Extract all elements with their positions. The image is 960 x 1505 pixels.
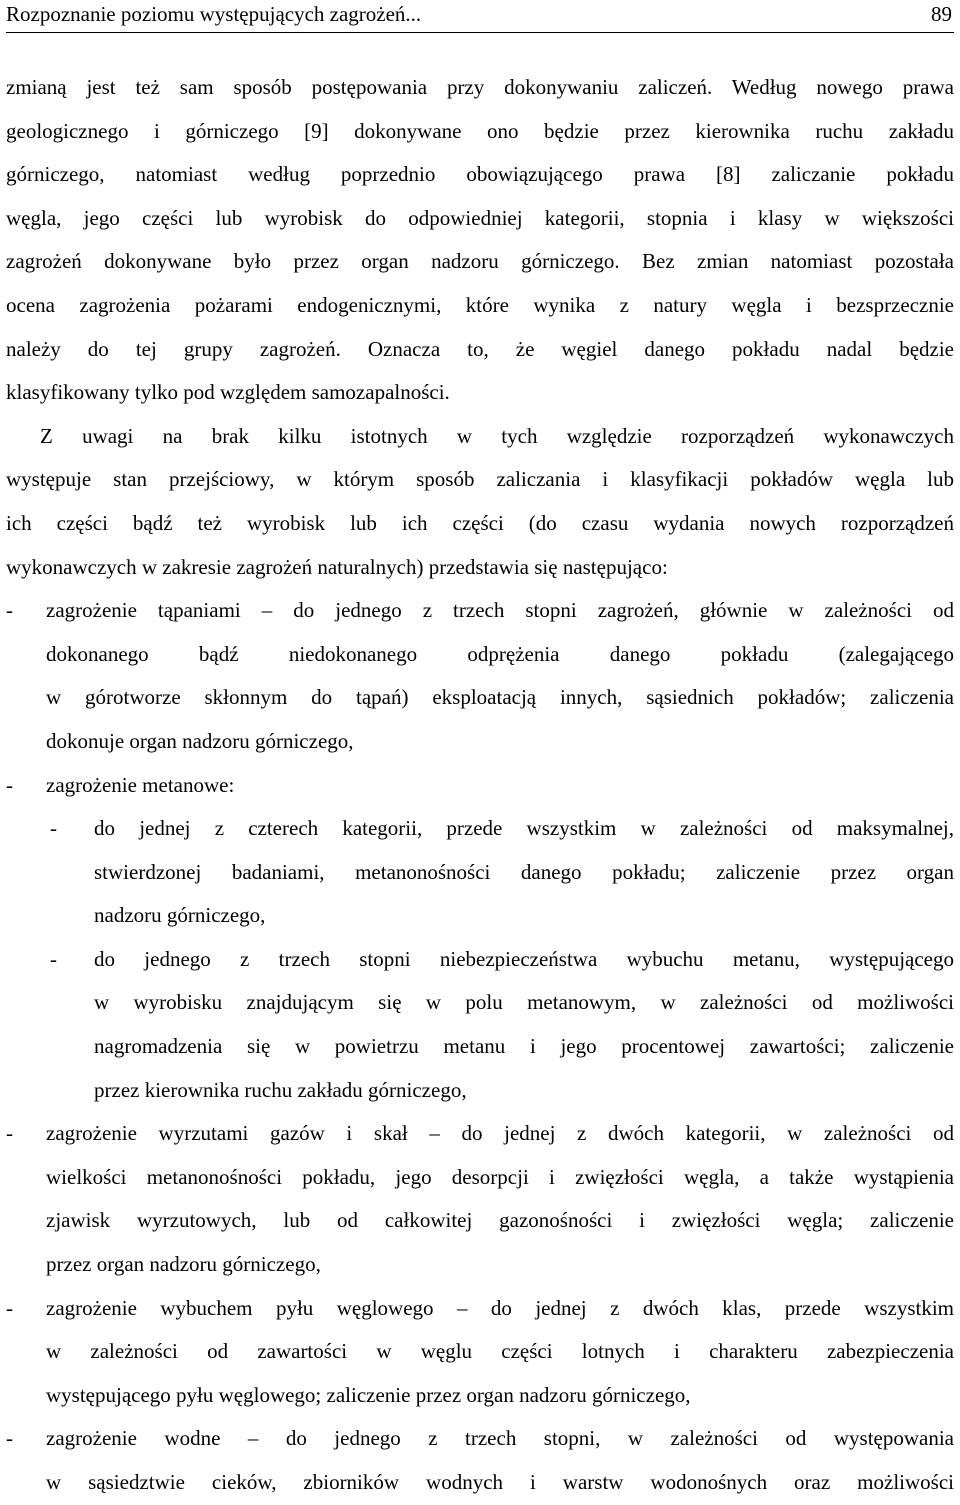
text-line: przez organ nadzoru górniczego, [46, 1252, 321, 1277]
text-line: wykonawczych w zakresie zagrożeń naturalnych) przedstawia się następująco: [6, 554, 668, 579]
list-dash: - [6, 1295, 13, 1320]
page-number: 89 [931, 2, 952, 26]
text-line: w górotworze skłonnym do tąpań) eksploatacją innych, sąsiednich pokładów; zaliczenia [46, 685, 954, 710]
text-line: do jednego z trzech stopni niebezpieczeństwa wybuchu metanu, występującego [94, 946, 954, 971]
list-dash: - [6, 1121, 13, 1146]
text-line: nadzoru górniczego, [94, 903, 266, 928]
sub-list-item [6, 807, 954, 938]
text-line: przez kierownika ruchu zakładu górniczego, [94, 1077, 467, 1102]
text-line: zjawisk wyrzutowych, lub od całkowitej gazonośności i zwięzłości węgla; zaliczenie [46, 1208, 954, 1233]
running-header [6, 0, 954, 33]
list-item [6, 1112, 954, 1286]
list-dash: - [6, 1426, 13, 1451]
list-dash: - [6, 598, 13, 623]
text-line: należy do tej grupy zagrożeń. Oznacza to, że węgiel danego pokładu nadal będzie [6, 336, 954, 361]
text-line: dokonuje organ nadzoru górniczego, [46, 728, 354, 753]
text-line: węgla, jego części lub wyrobisk do odpowiedniej kategorii, stopnia i klasy w większości [6, 205, 954, 230]
text-line: w zależności od zawartości w węglu części lotnych i charakteru zabezpieczenia [46, 1339, 954, 1364]
text-line: do jednej z czterech kategorii, przede wszystkim w zależności od maksymalnej, [94, 816, 954, 841]
list-item [6, 1287, 954, 1418]
list-dash: - [6, 772, 13, 797]
chapter-title: Rozpoznanie poziomu występujących zagrożeń... [6, 2, 422, 26]
text-line: górniczego, natomiast według poprzednio obowiązującego prawa [8] zaliczanie pokładu [6, 162, 954, 187]
text-line: w sąsiedztwie cieków, zbiorników wodnych i warstw wodonośnych oraz możliwości [46, 1470, 954, 1494]
text-line: Z uwagi na brak kilku istotnych w tych względzie rozporządzeń wykonawczych [40, 423, 954, 448]
list-dash: - [50, 946, 57, 971]
text-line: wielkości metanonośności pokładu, jego desorpcji i zwięzłości węgla, a także wystąpienia [46, 1164, 954, 1189]
text-line: klasyfikowany tylko pod względem samozapalności. [6, 380, 450, 405]
text-line: nagromadzenia się w powietrzu metanu i jego procentowej zawartości; zaliczenie [94, 1034, 954, 1059]
text-line: w wyrobisku znajdującym się w polu metanowym, w zależności od możliwości [94, 990, 954, 1015]
text-line: występującego pyłu węglowego; zaliczenie przez organ nadzoru górniczego, [46, 1382, 691, 1407]
text-line: ich części bądź też wyrobisk lub ich części (do czasu wydania nowych rozporządzeń [6, 510, 954, 535]
text-line: zagrożenie tąpaniami – do jednego z trzech stopni zagrożeń, głównie w zależności od [46, 598, 954, 623]
sub-list-item [6, 938, 954, 1112]
text-line: zmianą jest też sam sposób postępowania przy dokonywaniu zaliczeń. Według nowego prawa [6, 75, 954, 99]
list-dash: - [50, 816, 57, 841]
text-line: zagrożeń dokonywane było przez organ nadzoru górniczego. Bez zmian natomiast pozostała [6, 249, 954, 274]
text-line: stwierdzonej badaniami, metanonośności danego pokładu; zaliczenie przez organ [94, 859, 954, 884]
body-text [6, 66, 954, 1505]
text-line: zagrożenie wybuchem pyłu węglowego – do jednej z dwóch klas, przede wszystkim [46, 1295, 954, 1320]
text-line: występuje stan przejściowy, w którym sposób zaliczania i klasyfikacji pokładów węgla lub [6, 467, 954, 492]
text-line: geologicznego i górniczego [9] dokonywane ono będzie przez kierownika ruchu zakładu [6, 118, 954, 143]
text-line: zagrożenie metanowe: [46, 772, 235, 797]
text-line: ocena zagrożenia pożarami endogenicznymi, które wynika z natury węgla i bezsprzecznie [6, 292, 954, 317]
text-line: zagrożenie wyrzutami gazów i skał – do jednej z dwóch kategorii, w zależności od [46, 1121, 954, 1146]
text-line: dokonanego bądź niedokonanego odprężenia danego pokładu (zalegającego [46, 641, 954, 666]
text-line: zagrożenie wodne – do jednego z trzech stopni, w zależności od występowania [46, 1426, 954, 1451]
list-item [6, 589, 954, 763]
list-item [6, 764, 954, 808]
